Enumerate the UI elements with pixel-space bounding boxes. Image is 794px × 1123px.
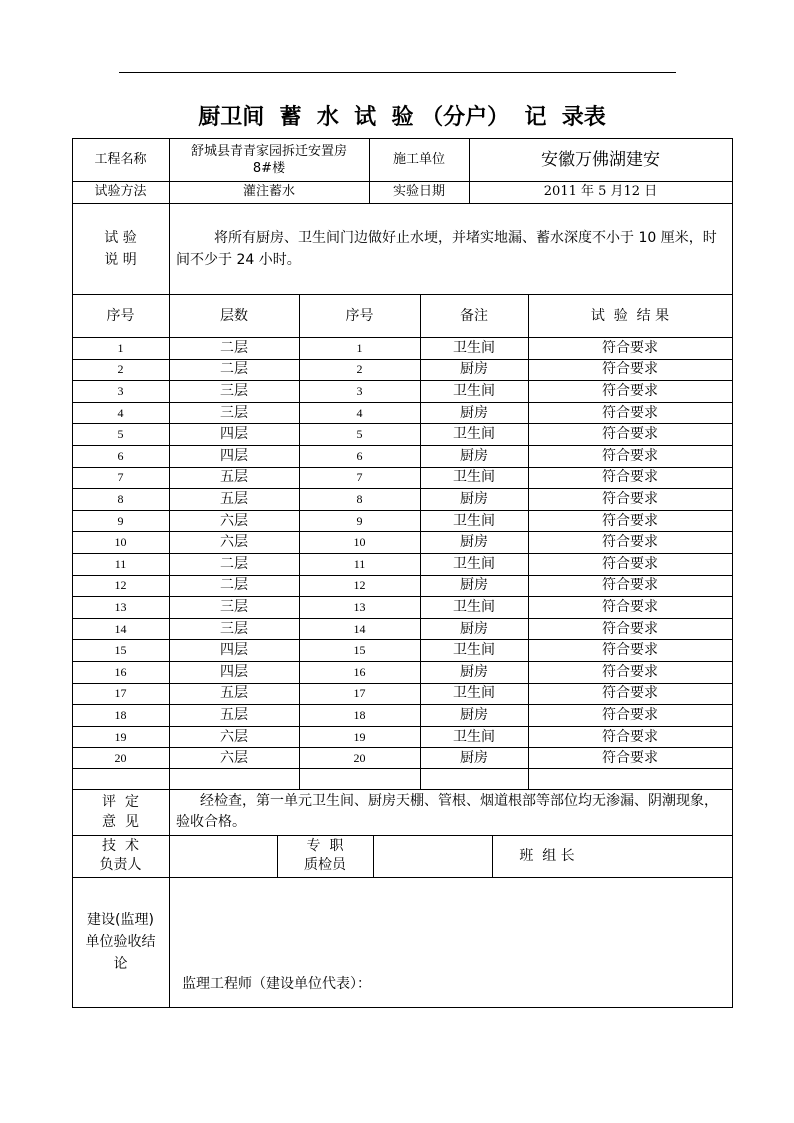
grid-line (169, 835, 170, 878)
row-result: 符合要求 (602, 426, 658, 443)
row-floor: 六层 (220, 728, 248, 745)
row-result: 符合要求 (602, 382, 658, 399)
grid-line (72, 423, 733, 424)
grid-line (299, 294, 300, 790)
row-seq: 18 (114, 707, 127, 722)
grid-line (72, 618, 733, 619)
row-seq: 3 (117, 383, 124, 398)
row-seq2: 11 (353, 556, 366, 571)
grid-line (72, 789, 733, 790)
row-seq2: 9 (356, 513, 363, 528)
contractor-label: 施工单位 (392, 151, 445, 167)
grid-line (373, 835, 374, 878)
row-floor: 四层 (220, 426, 248, 443)
row-result: 符合要求 (602, 685, 658, 702)
row-result: 符合要求 (602, 598, 658, 615)
project-name-value-line1: 舒城县青青家园拆迁安置房 (190, 143, 347, 159)
row-floor: 二层 (220, 555, 248, 572)
evaluation-label (72, 789, 169, 835)
row-seq: 12 (114, 578, 127, 593)
row-floor: 六层 (220, 512, 248, 529)
row-room: 厨房 (460, 361, 488, 378)
row-result: 符合要求 (602, 404, 658, 421)
grid-line (72, 639, 733, 640)
qc-inspector-label-line1: 专 职 (306, 838, 344, 854)
row-room: 厨房 (460, 663, 488, 680)
row-floor: 五层 (220, 685, 248, 702)
row-seq: 16 (114, 664, 127, 679)
grid-line (72, 510, 733, 511)
grid-line (72, 531, 733, 532)
row-result: 符合要求 (602, 512, 658, 529)
evaluation-label-line2: 意 见 (102, 814, 139, 830)
grid-line (72, 835, 733, 836)
grid-line (72, 445, 733, 446)
grid-line (72, 181, 733, 182)
col-header-floor: 层数 (220, 307, 248, 324)
row-result: 符合要求 (602, 534, 658, 551)
row-seq2: 13 (353, 599, 366, 614)
grid-line (169, 294, 170, 790)
row-floor: 三层 (220, 620, 248, 637)
project-name-value-line2: 8#楼 (252, 160, 286, 176)
row-result: 符合要求 (602, 663, 658, 680)
evaluation-label-line1: 评 定 (102, 794, 139, 810)
conclusion-label (72, 877, 169, 1007)
contractor-value: 安徽万佛湖建安 (541, 149, 660, 170)
description-text: 将所有厨房、卫生间门边做好止水埂，并堵实地漏、蓄水深度不小于 10 厘米，时间不少于 24 小时。 (176, 230, 717, 268)
row-seq: 14 (114, 621, 127, 636)
col-header-seq2: 序号 (345, 307, 374, 324)
row-result: 符合要求 (602, 750, 658, 767)
grid-line (72, 877, 733, 878)
row-floor: 二层 (220, 577, 248, 594)
row-result: 符合要求 (602, 447, 658, 464)
conclusion-label-line3: 论 (113, 956, 128, 972)
grid-line (72, 467, 733, 468)
row-seq2: 18 (353, 707, 366, 722)
row-floor: 二层 (220, 339, 248, 356)
conclusion-label-line2: 单位验收结 (85, 934, 156, 950)
row-seq2: 19 (353, 729, 366, 744)
row-seq2: 15 (353, 643, 366, 658)
row-seq: 15 (114, 643, 127, 658)
grid-line (72, 138, 733, 139)
row-seq2: 12 (353, 578, 366, 593)
grid-line (72, 683, 733, 684)
row-room: 厨房 (460, 706, 488, 723)
row-room: 卫生间 (453, 685, 495, 702)
row-room: 厨房 (460, 577, 488, 594)
grid-line (72, 726, 733, 727)
row-seq2: 6 (356, 448, 363, 463)
row-floor: 六层 (220, 534, 248, 551)
grid-line (277, 835, 278, 878)
row-seq: 9 (117, 513, 124, 528)
grid-line (72, 575, 733, 576)
page-title: 厨卫间 蓄 水 试 验 （分户） 记 录表 (198, 104, 606, 130)
row-floor: 五层 (220, 469, 248, 486)
row-seq2: 14 (353, 621, 366, 636)
row-result: 符合要求 (602, 706, 658, 723)
grid-line (72, 768, 733, 769)
description-label-line1: 试 验 (104, 229, 137, 246)
grid-line (72, 380, 733, 381)
team-leader-label: 班 组 长 (519, 848, 575, 864)
grid-line (169, 203, 170, 295)
row-seq: 2 (117, 362, 124, 377)
row-seq: 8 (117, 491, 124, 506)
row-seq: 11 (114, 556, 127, 571)
row-floor: 六层 (220, 750, 248, 767)
grid-line (72, 488, 733, 489)
row-result: 符合要求 (602, 577, 658, 594)
grid-line (72, 661, 733, 662)
row-room: 厨房 (460, 447, 488, 464)
grid-line (72, 203, 733, 204)
col-header-seq: 序号 (106, 307, 135, 324)
record-table (72, 138, 732, 1007)
row-result: 符合要求 (602, 490, 658, 507)
row-seq2: 10 (353, 535, 366, 550)
row-result: 符合要求 (602, 361, 658, 378)
row-floor: 五层 (220, 490, 248, 507)
row-floor: 二层 (220, 361, 248, 378)
supervisor-signature-label: 监理工程师（建设单位代表）： (182, 976, 371, 992)
row-room: 卫生间 (453, 598, 495, 615)
row-room: 卫生间 (453, 426, 495, 443)
row-seq: 20 (114, 751, 127, 766)
row-room: 卫生间 (453, 512, 495, 529)
description-label (72, 203, 169, 294)
row-room: 卫生间 (453, 382, 495, 399)
row-seq2: 2 (356, 362, 363, 377)
grid-line (72, 596, 733, 597)
evaluation-text: 经检查，第一单元卫生间、厨房天棚、管根、烟道根部等部位均无渗漏、阴潮现象，验收合格。 (176, 793, 718, 830)
grid-line (369, 138, 370, 204)
grid-line (72, 704, 733, 705)
row-seq2: 17 (353, 686, 366, 701)
row-room: 卫生间 (453, 469, 495, 486)
grid-line (492, 835, 493, 878)
qc-inspector-label (277, 835, 373, 877)
row-result: 符合要求 (602, 642, 658, 659)
row-room: 厨房 (460, 404, 488, 421)
grid-line (72, 294, 733, 295)
project-name-value (169, 138, 369, 181)
row-seq: 7 (117, 470, 124, 485)
row-seq: 4 (117, 405, 124, 420)
tech-lead-label (72, 835, 169, 877)
row-seq2: 20 (353, 751, 366, 766)
conclusion-label-line1: 建设(监理) (87, 912, 154, 928)
description-label-line2: 说 明 (104, 251, 137, 268)
grid-line (528, 294, 529, 790)
grid-line (72, 747, 733, 748)
row-seq: 19 (114, 729, 127, 744)
row-result: 符合要求 (602, 620, 658, 637)
tech-lead-label-line2: 负责人 (99, 857, 142, 873)
row-seq2: 7 (356, 470, 363, 485)
row-seq2: 8 (356, 491, 363, 506)
row-room: 厨房 (460, 750, 488, 767)
qc-inspector-label-line2: 质检员 (304, 857, 346, 873)
row-seq: 10 (114, 535, 127, 550)
grid-line (420, 294, 421, 790)
row-seq: 1 (117, 340, 124, 355)
row-room: 卫生间 (453, 642, 495, 659)
row-floor: 三层 (220, 382, 248, 399)
row-seq2: 4 (356, 405, 363, 420)
row-seq2: 16 (353, 664, 366, 679)
row-room: 卫生间 (453, 728, 495, 745)
row-floor: 四层 (220, 642, 248, 659)
grid-line (169, 789, 170, 836)
grid-line (72, 337, 733, 338)
grid-line (169, 138, 170, 204)
row-result: 符合要求 (602, 469, 658, 486)
row-room: 卫生间 (453, 555, 495, 572)
test-date-label: 实验日期 (392, 184, 445, 199)
grid-line (72, 553, 733, 554)
test-method-value: 灌注蓄水 (242, 184, 295, 199)
row-floor: 四层 (220, 663, 248, 680)
row-floor: 五层 (220, 706, 248, 723)
row-room: 卫生间 (453, 339, 495, 356)
grid-line (169, 877, 170, 1008)
row-seq: 5 (117, 427, 124, 442)
row-seq: 13 (114, 599, 127, 614)
row-room: 厨房 (460, 620, 488, 637)
row-room: 厨房 (460, 490, 488, 507)
tech-lead-label-line1: 技 术 (102, 838, 139, 854)
row-result: 符合要求 (602, 339, 658, 356)
row-result: 符合要求 (602, 728, 658, 745)
col-header-result: 试 验 结 果 (590, 307, 670, 324)
grid-line (72, 402, 733, 403)
row-room: 厨房 (460, 534, 488, 551)
grid-line (469, 138, 470, 204)
row-seq: 17 (114, 686, 127, 701)
test-date-value: 2011 年 5 月12 日 (543, 184, 658, 199)
row-floor: 三层 (220, 404, 248, 421)
row-result: 符合要求 (602, 555, 658, 572)
project-name-label: 工程名称 (94, 151, 147, 167)
col-header-remark: 备注 (460, 307, 488, 324)
grid-line (72, 359, 733, 360)
test-method-label: 试验方法 (94, 184, 147, 199)
row-seq2: 3 (356, 383, 363, 398)
row-seq2: 1 (356, 340, 363, 355)
grid-line (72, 1007, 733, 1008)
header-rule (119, 72, 676, 73)
row-seq: 6 (117, 448, 124, 463)
row-floor: 四层 (220, 447, 248, 464)
row-floor: 三层 (220, 598, 248, 615)
row-seq2: 5 (356, 427, 363, 442)
